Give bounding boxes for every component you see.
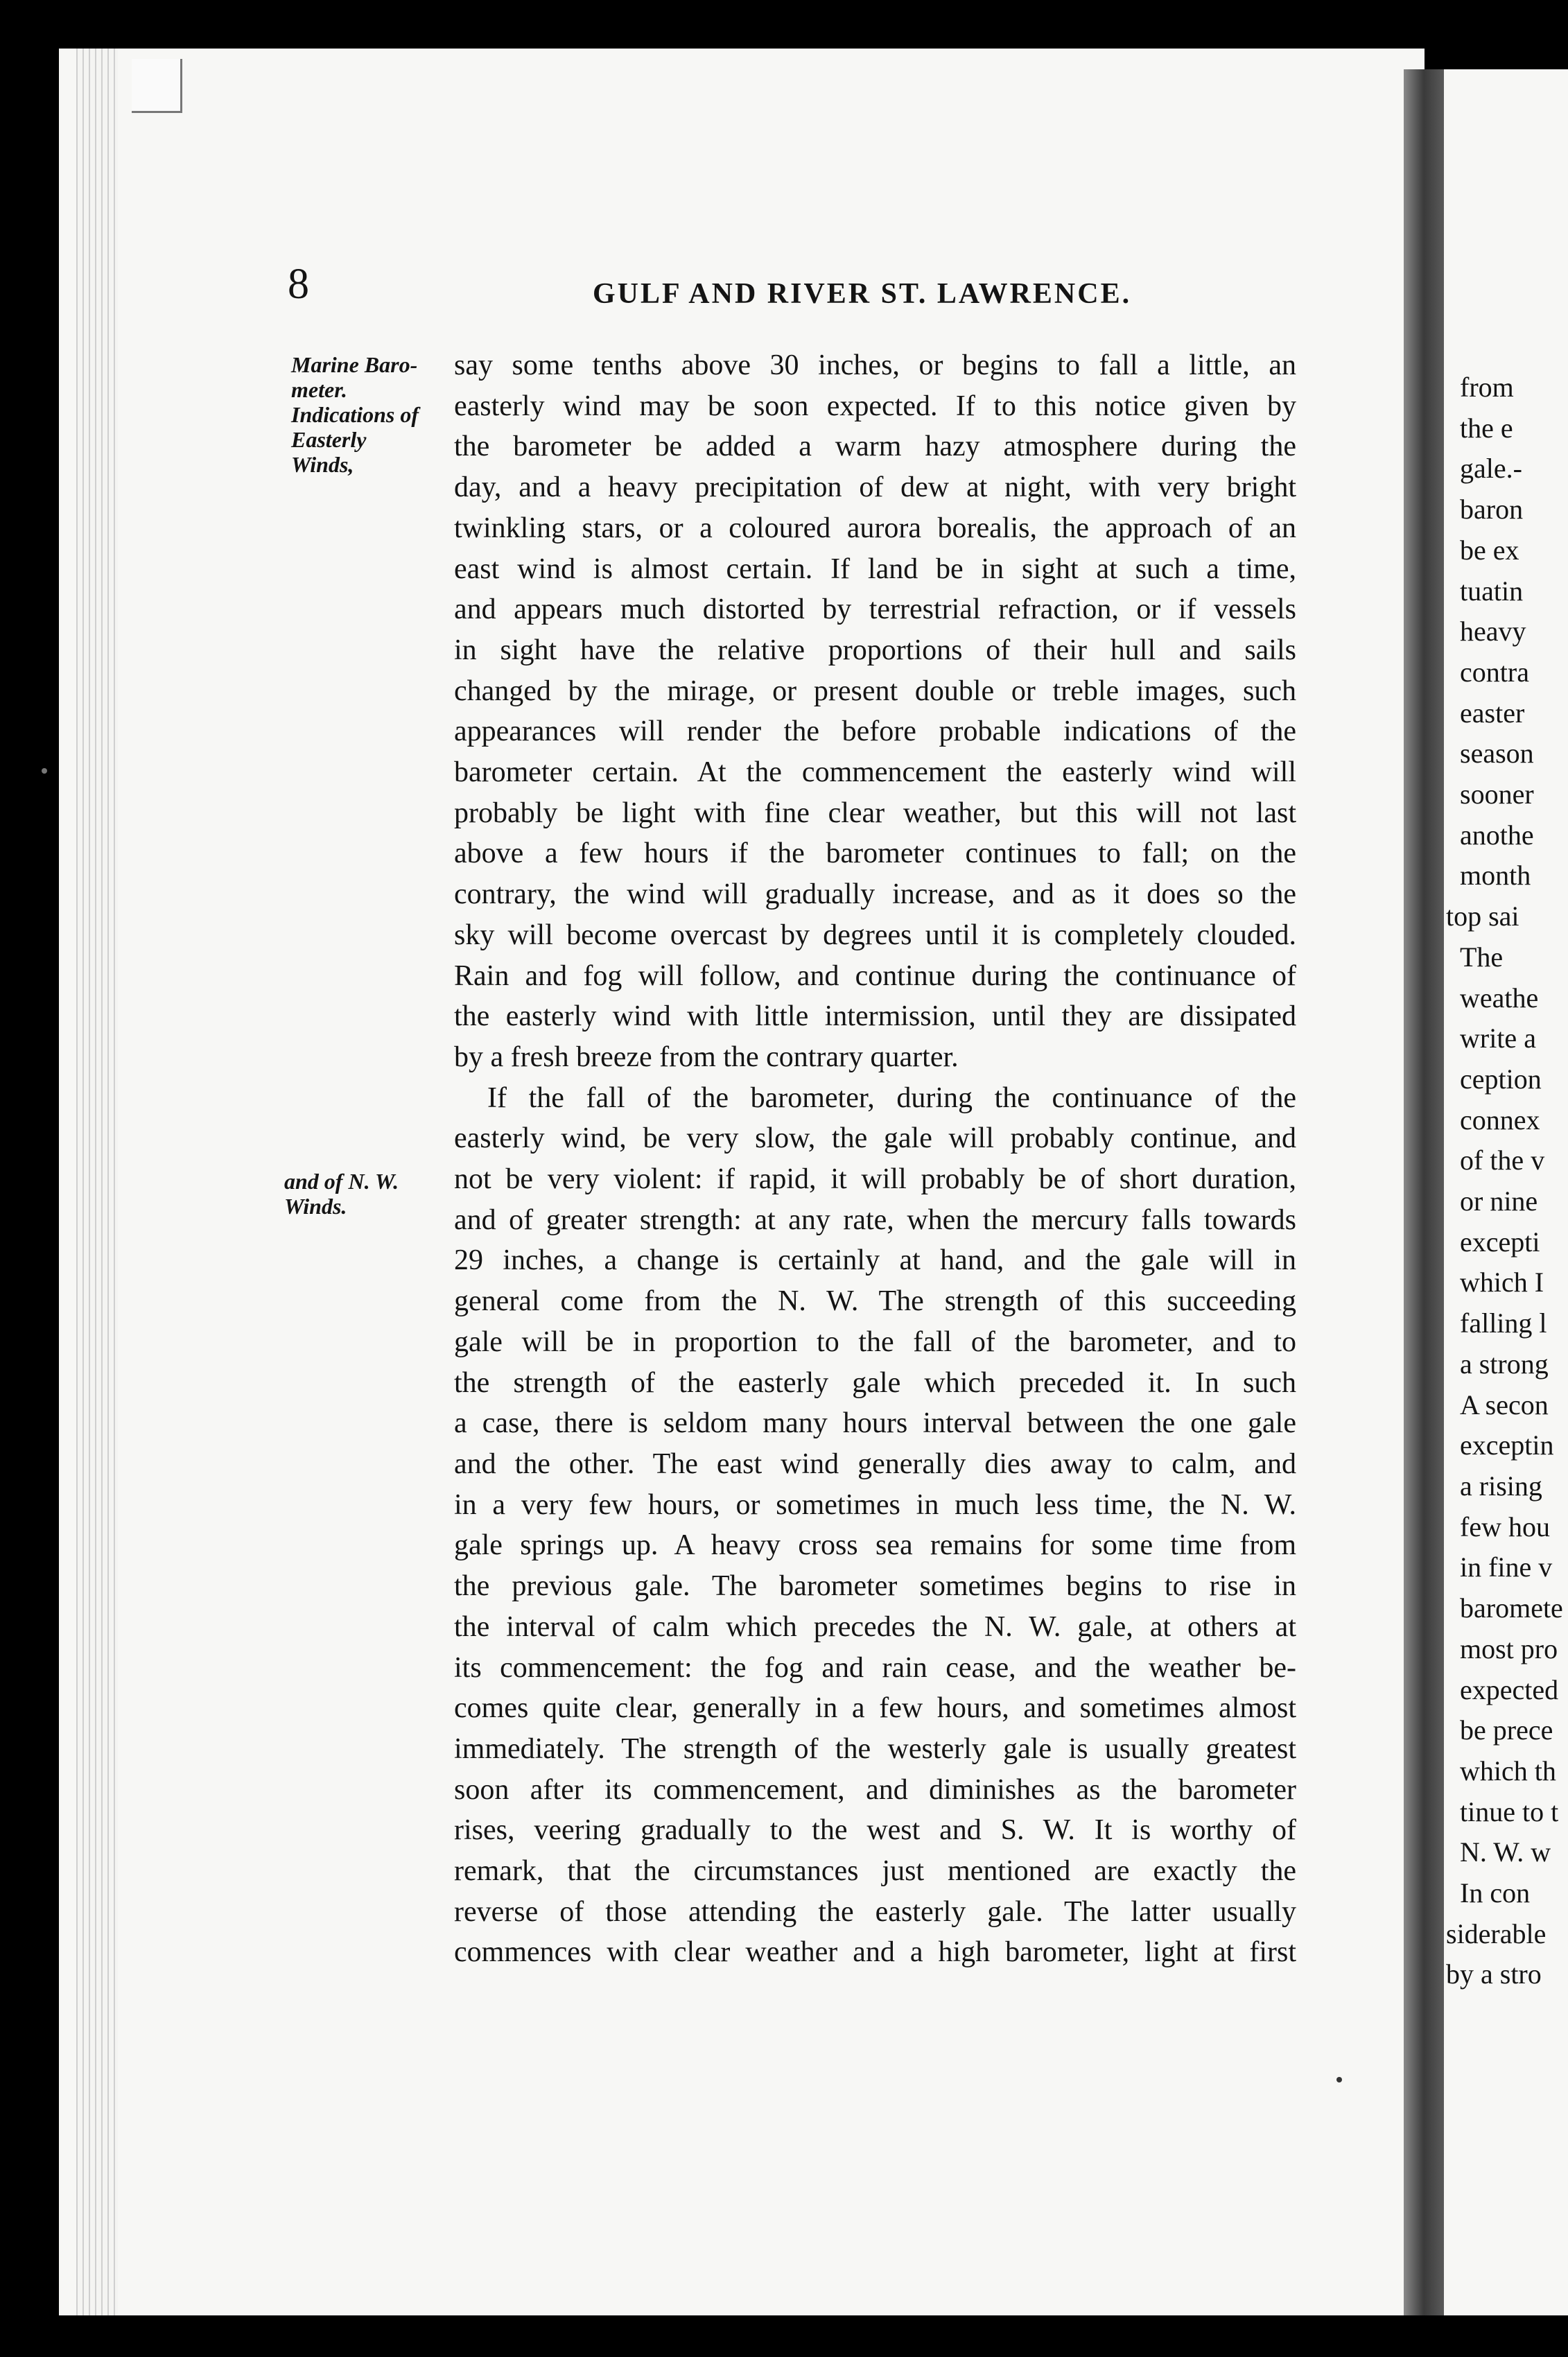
facing-line: top sai bbox=[1446, 901, 1519, 932]
text-line: changed by the mirage, or present double or treble images, such bbox=[454, 675, 1296, 707]
body-text bbox=[454, 345, 1296, 1973]
facing-page-text bbox=[1446, 367, 1568, 1995]
running-head: GULF AND RIVER ST. LAWRENCE. bbox=[593, 278, 1132, 310]
text-line: immediately. The strength of the westerly gale is usually greatest bbox=[454, 1732, 1296, 1765]
text-line: gale springs up. A heavy cross sea remains for some time from bbox=[454, 1529, 1296, 1562]
page-edge-lines bbox=[76, 49, 118, 2315]
facing-line: easter bbox=[1460, 697, 1525, 729]
facing-line: few hou bbox=[1460, 1511, 1550, 1542]
facing-line: heavy bbox=[1460, 616, 1526, 647]
facing-line: which th bbox=[1460, 1755, 1556, 1786]
text-line: day, and a heavy precipitation of dew at night, with very bright bbox=[454, 471, 1296, 504]
text-line: and appears much distorted by terrestrial refraction, or if vessels bbox=[454, 593, 1296, 626]
text-line: the strength of the easterly gale which preceded it. In such bbox=[454, 1366, 1296, 1399]
margin-note-nw-winds: and of N. W. Winds. bbox=[284, 1169, 399, 1219]
text-line: rises, veering gradually to the west and S. W. It is worthy of bbox=[454, 1814, 1296, 1847]
facing-line: be ex bbox=[1460, 534, 1519, 566]
text-line: contrary, the wind will gradually increase, and as it does so the bbox=[454, 878, 1296, 911]
facing-line: by a stro bbox=[1446, 1958, 1542, 1990]
facing-line: baron bbox=[1460, 494, 1524, 525]
text-line: the barometer be added a warm hazy atmosphere during the bbox=[454, 430, 1296, 463]
text-line: barometer certain. At the commencement the easterly wind will bbox=[454, 756, 1296, 789]
facing-line: siderable bbox=[1446, 1917, 1547, 1949]
facing-line: weathe bbox=[1460, 982, 1539, 1014]
ink-speck bbox=[42, 768, 47, 774]
text-line: easterly wind may be soon expected. If to this notice given by bbox=[454, 390, 1296, 422]
text-line: say some tenths above 30 inches, or begins to fall a little, an bbox=[454, 349, 1296, 381]
facing-line: season bbox=[1460, 738, 1534, 769]
text-line: the interval of calm which precedes the N. W. gale, at others at bbox=[454, 1610, 1296, 1643]
facing-line: tuatin bbox=[1460, 575, 1524, 607]
facing-line: which I bbox=[1460, 1267, 1544, 1298]
facing-line: exceptin bbox=[1460, 1429, 1554, 1461]
text-line: comes quite clear, generally in a few hours, and sometimes almost bbox=[454, 1692, 1296, 1725]
text-line: by a fresh breeze from the contrary quarter. bbox=[454, 1041, 959, 1073]
text-line: and the other. The east wind generally dies away to calm, and bbox=[454, 1447, 1296, 1480]
text-line: 29 inches, a change is certainly at hand, and the gale will in bbox=[454, 1244, 1296, 1277]
text-line: above a few hours if the barometer continues to fall; on the bbox=[454, 837, 1296, 870]
facing-line: month bbox=[1460, 860, 1531, 892]
facing-line: anothe bbox=[1460, 819, 1534, 851]
text-line: If the fall of the barometer, during the continuance of the bbox=[487, 1081, 1296, 1114]
facing-line: be prece bbox=[1460, 1714, 1553, 1746]
text-line: its commencement: the fog and rain cease, and the weather be- bbox=[454, 1651, 1296, 1684]
facing-line: contra bbox=[1460, 656, 1529, 688]
text-line: remark, that the circumstances just mentioned are exactly the bbox=[454, 1855, 1296, 1888]
facing-line: expected bbox=[1460, 1673, 1559, 1705]
facing-line: or nine bbox=[1460, 1185, 1538, 1217]
book-gutter bbox=[1404, 69, 1444, 2315]
facing-line: from bbox=[1460, 372, 1514, 403]
text-line: easterly wind, be very slow, the gale will probably continue, and bbox=[454, 1122, 1296, 1155]
facing-line: A secon bbox=[1460, 1389, 1549, 1420]
margin-note-barometer: Marine Baro- meter. Indications of Easterly Winds, bbox=[291, 352, 419, 477]
text-line: sky will become overcast by degrees until it is completely clouded. bbox=[454, 919, 1296, 951]
page-number: 8 bbox=[288, 261, 309, 308]
facing-line: most pro bbox=[1460, 1633, 1558, 1664]
text-line: a case, there is seldom many hours interval between the one gale bbox=[454, 1407, 1296, 1440]
page-corner-tab bbox=[132, 59, 182, 113]
text-line: the previous gale. The barometer sometimes begins to rise in bbox=[454, 1570, 1296, 1603]
facing-line: The bbox=[1460, 941, 1504, 973]
facing-line: the e bbox=[1460, 412, 1513, 444]
text-line: appearances will render the before probable indications of the bbox=[454, 715, 1296, 748]
text-line: in a very few hours, or sometimes in much less time, the N. W. bbox=[454, 1488, 1296, 1521]
facing-line: excepti bbox=[1460, 1226, 1540, 1258]
text-line: and of greater strength: at any rate, when the mercury falls towards bbox=[454, 1203, 1296, 1236]
text-line: not be very violent: if rapid, it will probably be of short duration, bbox=[454, 1163, 1296, 1196]
text-line: twinkling stars, or a coloured aurora borealis, the approach of an bbox=[454, 512, 1296, 544]
text-line: soon after its commencement, and diminishes as the barometer bbox=[454, 1773, 1296, 1806]
text-line: general come from the N. W. The strength of this succeeding bbox=[454, 1285, 1296, 1318]
text-line: gale will be in proportion to the fall of the barometer, and to bbox=[454, 1325, 1296, 1358]
text-line: in sight have the relative proportions of their hull and sails bbox=[454, 634, 1296, 666]
facing-line: connex bbox=[1460, 1104, 1540, 1136]
facing-line: N. W. w bbox=[1460, 1836, 1551, 1868]
ink-speck bbox=[1336, 2077, 1342, 2082]
facing-line: a strong bbox=[1460, 1348, 1549, 1380]
text-line: reverse of those attending the easterly gale. The latter usually bbox=[454, 1895, 1296, 1928]
text-line: the easterly wind with little intermission, until they are dissipated bbox=[454, 1000, 1296, 1033]
facing-line: falling l bbox=[1460, 1307, 1547, 1339]
facing-line: of the v bbox=[1460, 1145, 1545, 1176]
text-line: Rain and fog will follow, and continue during the continuance of bbox=[454, 959, 1296, 992]
facing-line: write a bbox=[1460, 1023, 1536, 1054]
facing-line: In con bbox=[1460, 1877, 1531, 1909]
text-line: probably be light with fine clear weather, but this will not last bbox=[454, 797, 1296, 829]
facing-line: gale.- bbox=[1460, 453, 1522, 485]
text-line: east wind is almost certain. If land be in sight at such a time, bbox=[454, 553, 1296, 585]
text-line: commences with clear weather and a high barometer, light at first bbox=[454, 1936, 1296, 1969]
facing-line: a rising bbox=[1460, 1470, 1542, 1502]
facing-line: tinue to t bbox=[1460, 1795, 1559, 1827]
facing-line: ception bbox=[1460, 1063, 1542, 1095]
facing-line: baromete bbox=[1460, 1592, 1563, 1624]
facing-line: in fine v bbox=[1460, 1551, 1553, 1583]
facing-line: sooner bbox=[1460, 779, 1534, 810]
